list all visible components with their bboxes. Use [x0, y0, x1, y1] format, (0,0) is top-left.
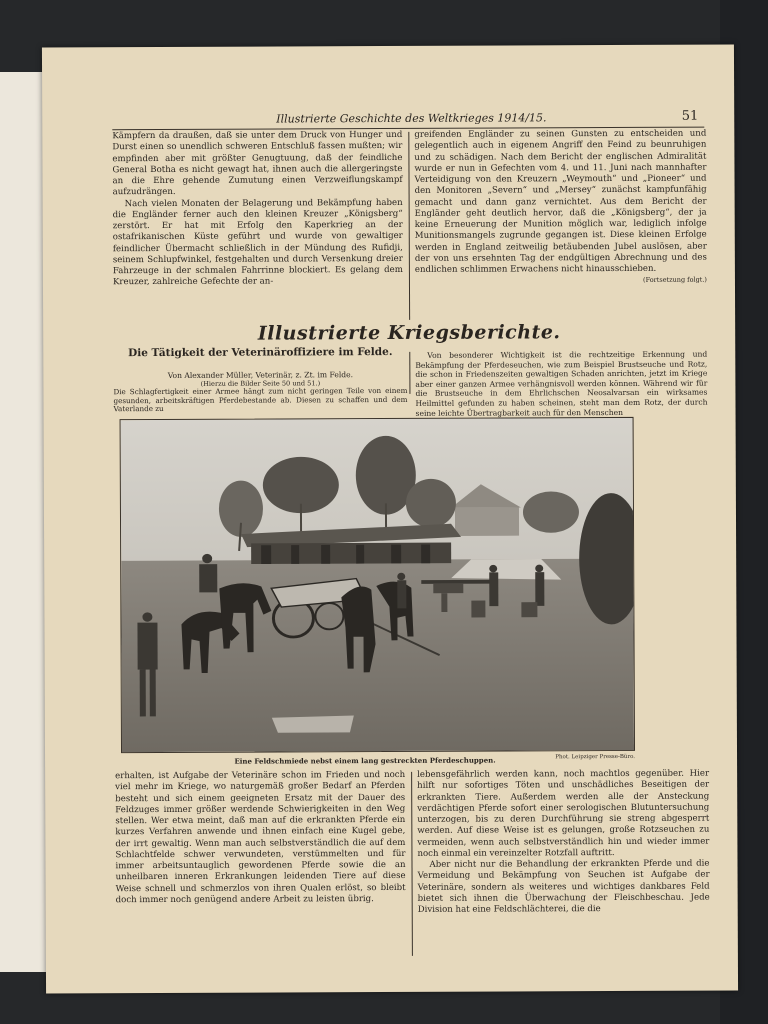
bottom-right-column	[417, 769, 710, 917]
photo-caption: Eine Feldschmiede nebst einem lang gestreckten Pferdeschuppen.	[234, 755, 496, 766]
column-divider	[409, 352, 410, 394]
photo-credit: Phot. Leipziger Presse-Büro.	[555, 753, 636, 761]
column-divider	[411, 772, 413, 956]
paragraph: erhalten, ist Aufgabe der Veterinäre schon im Frieden und noch viel mehr im Kriege, wo naturgemäß großer Bedarf an Pferden besteht und sich einem geeigneten Ersatz mit der Dauer des Feldzuges immer größer werdende Schwierigkeiten in den Weg stellen. Wer etwa meint, daß man auf die erkrankten Pferde ein kurzes Verfahren anwende und ihnen einfach eine Kugel gebe, der irrt gewaltig. Wenn man auch selbstverständlich die auf dem Schlachtfelde schwer verwundeten, verstümmelten und für immer arbeitsuntauglich gewordenen Pferde sowie die an unheilbaren inneren Erkrankungen leidenden Tiere auf diese Weise schnell und schmerzlos von ihren Qualen erlöst, so bleibt doch immer noch genügend andere Arbeit zu leisten übrig.	[115, 769, 406, 905]
continuation-note: (Fortsetzung folgt.)	[643, 275, 707, 285]
top-left-column	[112, 130, 403, 289]
paragraph: lebensgefährlich werden kann, noch machtlos gegenüber. Hier hilft nur sofortiges Töten und unschädliches Beseitigen der erkrankten Tiere. Außerdem werden alle der Ansteckung verdächtigen Pferde sofort einer serologischen Blutuntersuchung unterzogen, bis zu deren Durchführung sie streng abgesperrt werden. Auf diese Weise ist es gelungen, große Rotzseuchen zu vermeiden, wenn auch selbstverständlich hin und wieder immer noch einmal ein vereinzelter Rotzfall auftritt.	[417, 768, 710, 859]
article-right-intro	[415, 350, 707, 418]
paragraph: greifenden Engländer zu seinen Gunsten zu entscheiden und gelegentlich auch in eigenem Angriff den Feind zu beunruhigen und zu schädigen. Nach dem Bericht der englischen Admiralität wurde er nun in Gefechten vom 4. und 11. Juni nach mannhafter Verteidigung von den Kreuzern „Weymouth“ und „Pioneer“ und den Monitoren „Severn“ und „Mersey“ zunächst kampfunfähig gemacht und dann ganz vernichtet. Aus dem Bericht der Engländer geht deutlich hervor, daß die „Königsberg“, der ja keine Erneuerung der Munition möglich war, lediglich infolge Munitionsmangels zugrunde gegangen ist. Diese kleinen Erfolge werden in England zeitweilig betäubenden Jubel auslösen, aber der von uns ersehnten Tag der endgültigen Abrechnung und des endlichen schlimmen Erwachens nicht hinausschieben.	[414, 128, 707, 275]
running-header	[112, 109, 704, 131]
header-title: Illustrierte Geschichte des Weltkrieges 1914/15.	[276, 111, 547, 126]
bottom-left-column	[115, 770, 406, 906]
paragraph: Aber nicht nur die Behandlung der erkrankten Pferde und die Vermeidung und Bekämpfung von Seuchen ist Aufgabe der Veterinäre, sondern als weiteres und wichtiges dankbares Feld bietet sich ihnen die Überwachung der Fleischbeschau. Jede Division hat eine Feldschlächterei, die die	[417, 858, 710, 915]
article-intro: Die Schlagfertigkeit einer Armee hängt zum nicht geringen Teile von einem gesunden, arbeitskräftigen Pferdebestande ab. Diesen zu schaffen und dem Vaterlande zu	[113, 385, 408, 414]
field-forge-photograph	[120, 417, 635, 753]
newspaper-page	[42, 44, 738, 993]
section-title: Illustrierte Kriegsberichte.	[257, 321, 561, 345]
paragraph: Von besonderer Wichtigkeit ist die rechtzeitige Erkennung und Bekämpfung der Pferdeseuchen, wie zum Beispiel Brustseuche und Rotz, die schon in Friedenszeiten gewaltigen Schaden anrichten, jetzt im Kriege aber einer ganzen Armee verhängnisvoll werden können. Während wir für die Brustseuche in dem Ehrlichschen Neosalvarsan ein wirksames Heilmittel gefunden zu haben scheinen, steht man dem Rotz, der durch seine leichte Übertragbarkeit auch für den Menschen	[415, 349, 708, 418]
paragraph: Nach vielen Monaten der Belagerung und Bekämpfung haben die Engländer ferner auch den kleinen Kreuzer „Königsberg“ zerstört. Er hat mit Erfolg den Kaperkrieg an der ostafrikanischen Küste geführt und wurde von gewaltiger feindlicher Übermacht schließlich in der Mündung des Rufidji, seinem Schlupfwinkel, festgehalten und durch Versenkung dreier Fahrzeuge in der schmalen Fahrrinne blockiert. Es gelang dem Kreuzer, zahlreiche Gefechte der an-	[112, 197, 403, 288]
byline: Von Alexander Müller, Veterinär, z. Zt. im Felde.	[167, 370, 354, 380]
top-right-column	[414, 129, 707, 288]
byline-note: (Hierzu die Bilder Seite 50 und 51.)	[200, 379, 321, 388]
column-divider	[408, 132, 410, 320]
article-title: Die Tätigkeit der Veterinäroffiziere im Felde.	[128, 345, 393, 360]
page-number: 51	[681, 108, 699, 124]
paragraph: Kämpfern da draußen, daß sie unter dem Druck von Hunger und Durst einen so unendlich schweren Entschluß fassen mußten; wir empfinden aber mit größter Genugtuung, daß der feindliche General Botha es nicht gewagt hat, ihnen auch die allergeringste an die Ehre gehende Zumutung einen Verzweiflungskampf aufzudrängen.	[112, 129, 403, 198]
